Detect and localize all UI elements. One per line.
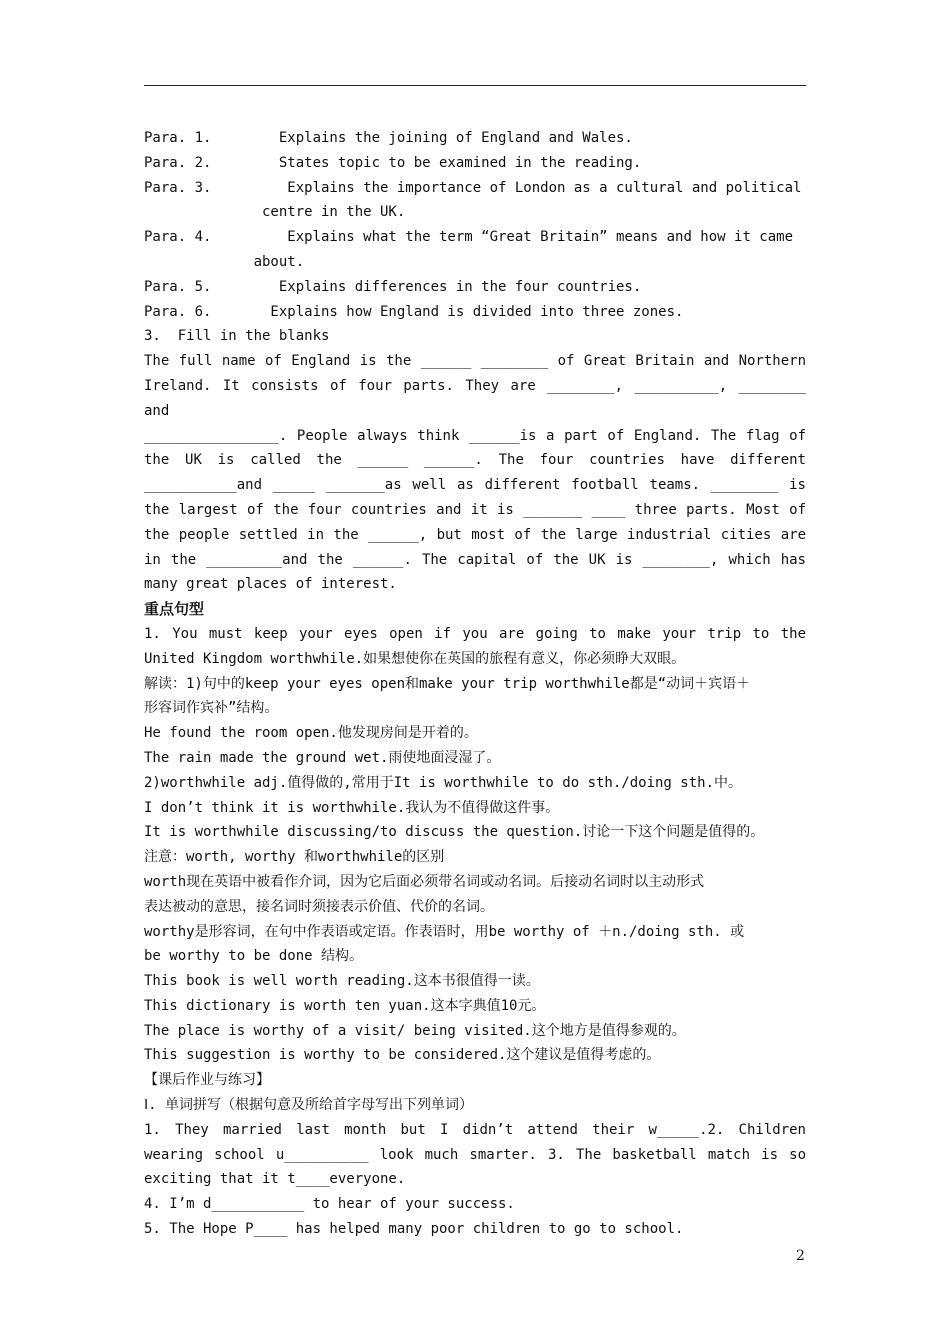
- text-line: 形容词作宾补”结构。: [144, 700, 279, 717]
- text-line: Para. 3. Explains the importance of London as a cultural and political: [144, 179, 802, 196]
- page-number: 2: [796, 1248, 805, 1264]
- text-line: This dictionary is worth ten yuan.这本字典值10元。: [144, 997, 546, 1014]
- text-line: Para. 6. Explains how England is divided into three zones.: [144, 303, 684, 320]
- text-line: 4. I’m d___________ to hear of your success.: [144, 1196, 515, 1213]
- text-line: exciting that it t____everyone.: [144, 1171, 406, 1188]
- text-line: United Kingdom worthwhile.如果想使你在英国的旅程有意义，你必须睁大双眼。: [144, 650, 686, 667]
- text-line: centre in the UK.: [144, 204, 406, 221]
- text-line: I don’t think it is worthwhile.我认为不值得做这件事。: [144, 799, 560, 816]
- text-line: Ⅰ. 单词拼写（根据句意及所给首字母写出下列单词）: [144, 1097, 473, 1114]
- text-line: in the _________and the ______. The capital of the UK is ________, which has: [144, 551, 806, 568]
- text-line: It is worthwhile discussing/to discuss the question.讨论一下这个问题是值得的。: [144, 824, 765, 841]
- text-line: the people settled in the ______, but most of the large industrial cities are: [144, 526, 806, 543]
- section-heading: 重点句型: [144, 600, 205, 619]
- text-line: ___________and _____ _______as well as different football teams. ________ is: [144, 477, 806, 494]
- text-line: ________________. People always think ______is a part of England. The flag of: [144, 427, 806, 444]
- text-line: be worthy to be done 结构。: [144, 948, 364, 965]
- text-line: This book is well worth reading.这本书很值得一读。: [144, 973, 540, 990]
- text-line: The place is worthy of a visit/ being visited.这个地方是值得参观的。: [144, 1022, 686, 1039]
- text-line: 3. Fill in the blanks: [144, 328, 330, 345]
- text-line: worth现在英语中被看作介词，因为它后面必须带名词或动名词。后接动名词时以主动形式: [144, 873, 705, 890]
- text-line: many great places of interest.: [144, 576, 397, 593]
- text-line: the largest of the four countries and it is _______ ____ three parts. Most of: [144, 501, 806, 518]
- text-line: 【课后作业与练习】: [144, 1072, 270, 1089]
- text-line: about.: [144, 253, 305, 270]
- text-line: This suggestion is worthy to be considered.这个建议是值得考虑的。: [144, 1047, 661, 1064]
- text-line: 2)worthwhile adj.值得做的,常用于It is worthwhile to do sth./doing sth.中。: [144, 774, 743, 791]
- text-line: 1. You must keep your eyes open if you are going to make your trip to the: [144, 625, 806, 642]
- text-line: wearing school u__________ look much smarter. 3. The basketball match is so: [144, 1146, 806, 1163]
- text-line: The full name of England is the ______ ________ of Great Britain and Northern: [144, 353, 806, 370]
- text-line: 表达被动的意思，接名词时须接表示价值、代价的名词。: [144, 898, 494, 915]
- text-line: Para. 5. Explains differences in the four countries.: [144, 278, 642, 295]
- text-line: Para. 1. Explains the joining of England and Wales.: [144, 130, 633, 146]
- text-line: Para. 4. Explains what the term “Great Britain” means and how it came: [144, 229, 794, 246]
- text-line: 解读：1)句中的keep your eyes open和make your trip worthwhile都是“动词＋宾语＋: [144, 675, 751, 692]
- text-line: Ireland. It consists of four parts. They are ________, __________, ________ and: [144, 377, 806, 419]
- text-line: worthy是形容词，在句中作表语或定语。作表语时，用be worthy of ＋n./doing sth. 或: [144, 923, 745, 940]
- text-line: Para. 2. States topic to be examined in the reading.: [144, 154, 642, 171]
- text-line: 5. The Hope P____ has helped many poor children to go to school.: [144, 1221, 684, 1238]
- text-line: He found the room open.他发现房间是开着的。: [144, 725, 478, 742]
- page-content: [144, 126, 806, 1242]
- text-line: the UK is called the ______ ______. The four countries have different: [144, 452, 806, 469]
- text-line: 注意：worth, worthy 和worthwhile的区别: [144, 849, 445, 866]
- header-rule: [144, 85, 806, 86]
- text-line: 1. They married last month but I didn’t attend their w_____.2. Children: [144, 1121, 806, 1138]
- text-line: The rain made the ground wet.雨使地面浸湿了。: [144, 749, 501, 766]
